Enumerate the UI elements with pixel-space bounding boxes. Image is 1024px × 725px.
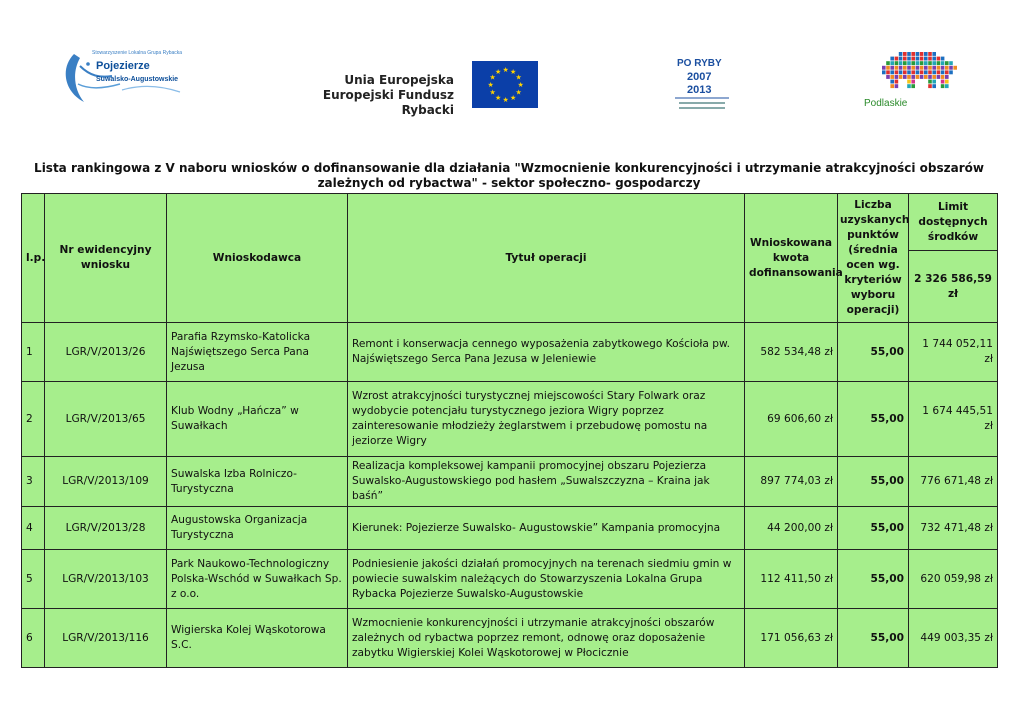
cell-lp: 5 bbox=[22, 550, 45, 609]
cell-wnioskodawca: Suwalska Izba Rolniczo-Turystyczna bbox=[167, 457, 348, 507]
cell-punkty: 55,00 bbox=[838, 550, 909, 609]
bison-pixel bbox=[941, 75, 945, 79]
col-header-nr: Nr ewidencyjny wniosku bbox=[45, 194, 167, 323]
podlaskie-label: Podlaskie bbox=[864, 98, 908, 109]
bison-pixel bbox=[924, 61, 928, 65]
bison-pixel bbox=[932, 52, 936, 56]
bison-pixel bbox=[890, 57, 894, 61]
bison-pixel bbox=[903, 52, 907, 56]
cell-limit: 1 744 052,11 zł bbox=[909, 323, 998, 382]
eu-star-icon: ★ bbox=[487, 81, 494, 89]
bison-pixel bbox=[907, 61, 911, 65]
bison-pixel bbox=[928, 70, 932, 74]
bison-pixel bbox=[911, 75, 915, 79]
bison-pixel bbox=[895, 70, 899, 74]
bison-pixel bbox=[899, 75, 903, 79]
col-header-kwota: Wnioskowana kwota dofinansowania bbox=[745, 194, 838, 323]
bison-pixel bbox=[916, 75, 920, 79]
bison-pixel bbox=[937, 70, 941, 74]
bison-pixel bbox=[907, 57, 911, 61]
bison-pixel bbox=[895, 84, 899, 88]
bison-pixel bbox=[895, 66, 899, 70]
bison-pixel bbox=[911, 70, 915, 74]
eu-star-icon: ★ bbox=[495, 68, 502, 76]
lgr-logo-line2: Pojezierze bbox=[96, 60, 150, 72]
bison-pixel bbox=[886, 75, 890, 79]
cell-limit: 449 003,35 zł bbox=[909, 609, 998, 668]
bison-pixel bbox=[907, 80, 911, 84]
bison-pixel bbox=[899, 57, 903, 61]
poryby-line1: PO RYBY bbox=[677, 58, 722, 69]
bison-pixel bbox=[924, 75, 928, 79]
col-header-lp: l.p. bbox=[22, 194, 45, 323]
eu-star-icon: ★ bbox=[502, 66, 509, 74]
bison-pixel bbox=[920, 66, 924, 70]
bison-pixel bbox=[924, 57, 928, 61]
bison-pixel bbox=[932, 61, 936, 65]
cell-nr: LGR/V/2013/109 bbox=[45, 457, 167, 507]
cell-tytul: Wzrost atrakcyjności turystycznej miejscowości Stary Folwark oraz wydobycie potencjału turystycznego jeziora Wigry poprzez zainteresowanie młodzieży żeglarstwem i przebudowę pomostu na jeziorze Wigry bbox=[348, 382, 745, 457]
bison-pixel bbox=[916, 66, 920, 70]
table-row bbox=[22, 323, 998, 382]
bison-pixel bbox=[916, 52, 920, 56]
logo-header bbox=[0, 0, 1024, 140]
bison-pixel bbox=[928, 61, 932, 65]
cell-lp: 1 bbox=[22, 323, 45, 382]
bison-pixel bbox=[928, 80, 932, 84]
lgr-logo-line1: Stowarzyszenie Lokalna Grupa Rybacka bbox=[92, 50, 183, 56]
bison-pixel bbox=[903, 57, 907, 61]
bison-pixel bbox=[886, 70, 890, 74]
bison-pixel bbox=[899, 61, 903, 65]
bison-pixel bbox=[882, 66, 886, 70]
bison-pixel bbox=[945, 66, 949, 70]
table-header-row bbox=[22, 194, 998, 251]
cell-tytul: Kierunek: Pojezierze Suwalsko- Augustowskie” Kampania promocyjna bbox=[348, 507, 745, 550]
cell-kwota: 44 200,00 zł bbox=[745, 507, 838, 550]
bison-pixel bbox=[890, 80, 894, 84]
table-row bbox=[22, 609, 998, 668]
cell-limit: 1 674 445,51 zł bbox=[909, 382, 998, 457]
bison-pixel bbox=[911, 66, 915, 70]
cell-lp: 3 bbox=[22, 457, 45, 507]
cell-wnioskodawca: Park Naukowo-Technologiczny Polska-Wschód w Suwałkach Sp. z o.o. bbox=[167, 550, 348, 609]
bison-pixel bbox=[907, 84, 911, 88]
cell-nr: LGR/V/2013/65 bbox=[45, 382, 167, 457]
cell-punkty: 55,00 bbox=[838, 382, 909, 457]
cell-tytul: Podniesienie jakości działań promocyjnych na terenach siedmiu gmin w powiecie suwalskim należących do Stowarzyszenia Lokalna Grupa Rybacka Pojezierze Suwalsko-Augustowskie bbox=[348, 550, 745, 609]
bison-pixel bbox=[945, 80, 949, 84]
cell-tytul: Remont i konserwacja cennego wyposażenia zabytkowego Kościoła pw. Najświętszego Serca Pana Jezusa w Jeleniewie bbox=[348, 323, 745, 382]
bison-pixel bbox=[890, 84, 894, 88]
bison-pixel bbox=[928, 66, 932, 70]
bison-pixel bbox=[899, 66, 903, 70]
eu-name: Unia Europejska bbox=[344, 73, 454, 87]
bison-pixel bbox=[920, 75, 924, 79]
cell-nr: LGR/V/2013/28 bbox=[45, 507, 167, 550]
col-header-wnioskodawca: Wnioskodawca bbox=[167, 194, 348, 323]
bison-pixel bbox=[890, 75, 894, 79]
poryby-line2: 2007 bbox=[687, 71, 712, 83]
bison-pixel bbox=[932, 75, 936, 79]
cell-wnioskodawca: Parafia Rzymsko-Katolicka Najświętszego Serca Pana Jezusa bbox=[167, 323, 348, 382]
bison-pixel bbox=[924, 52, 928, 56]
bison-pixel bbox=[899, 52, 903, 56]
bison-pixel bbox=[895, 75, 899, 79]
bison-pixel bbox=[890, 66, 894, 70]
bison-pixel bbox=[920, 61, 924, 65]
bison-pixel bbox=[937, 75, 941, 79]
cell-wnioskodawca: Augustowska Organizacja Turystyczna bbox=[167, 507, 348, 550]
cell-limit: 776 671,48 zł bbox=[909, 457, 998, 507]
eu-star-icon: ★ bbox=[489, 73, 496, 82]
col-header-tytul: Tytuł operacji bbox=[348, 194, 745, 323]
bison-pixel bbox=[928, 75, 932, 79]
bison-pixel bbox=[907, 66, 911, 70]
cell-kwota: 897 774,03 zł bbox=[745, 457, 838, 507]
bison-pixel bbox=[895, 57, 899, 61]
bison-pixel bbox=[907, 75, 911, 79]
podlaskie-bison-logo bbox=[860, 50, 960, 112]
eu-flag-icon bbox=[472, 61, 538, 108]
table-row bbox=[22, 550, 998, 609]
bison-pixel bbox=[920, 70, 924, 74]
bison-pixel bbox=[916, 70, 920, 74]
bison-pixel bbox=[895, 80, 899, 84]
bison-pixel bbox=[932, 84, 936, 88]
bison-pixel bbox=[941, 80, 945, 84]
bison-pixel bbox=[945, 70, 949, 74]
cell-lp: 4 bbox=[22, 507, 45, 550]
bison-pixel bbox=[903, 66, 907, 70]
bison-pixel bbox=[937, 61, 941, 65]
bison-pixel bbox=[953, 66, 957, 70]
bison-pixel bbox=[941, 66, 945, 70]
bison-pixel bbox=[916, 57, 920, 61]
lgr-logo-line3: Suwalsko-Augustowskie bbox=[96, 76, 179, 83]
col-header-punkty: Liczba uzyskanych punktów (średnia ocen wg. kryteriów wyboru operacji) bbox=[838, 194, 909, 323]
bison-pixel bbox=[920, 52, 924, 56]
bison-pixel bbox=[932, 66, 936, 70]
bison-pixel bbox=[949, 66, 953, 70]
eu-star-icon: ★ bbox=[515, 88, 522, 97]
cell-nr: LGR/V/2013/103 bbox=[45, 550, 167, 609]
bison-pixel bbox=[907, 52, 911, 56]
bison-pixel bbox=[928, 57, 932, 61]
page-title: Lista rankingowa z V naboru wniosków o dofinansowanie dla działania "Wzmocnienie konkurencyjności i utrzymanie atrakcyjności obszarów zależnych od rybactwa" - sektor społeczno- gospodarczy bbox=[34, 161, 984, 190]
bison-pixel bbox=[903, 70, 907, 74]
bison-pixel bbox=[920, 57, 924, 61]
lgr-fish-logo bbox=[62, 46, 184, 108]
bison-pixel bbox=[882, 70, 886, 74]
bison-pixel bbox=[932, 80, 936, 84]
poryby-line3: 2013 bbox=[687, 84, 712, 96]
cell-punkty: 55,00 bbox=[838, 457, 909, 507]
eu-star-icon: ★ bbox=[517, 81, 524, 89]
bison-pixel bbox=[941, 84, 945, 88]
bison-pixel bbox=[911, 80, 915, 84]
bison-pixel bbox=[911, 52, 915, 56]
bison-pixel bbox=[945, 84, 949, 88]
bison-pixel bbox=[890, 61, 894, 65]
bison-pixel bbox=[924, 66, 928, 70]
cell-limit: 620 059,98 zł bbox=[909, 550, 998, 609]
limit-total-value: 2 326 586,59 zł bbox=[909, 251, 998, 323]
eu-star-icon: ★ bbox=[489, 88, 496, 97]
bison-pixel bbox=[945, 75, 949, 79]
cell-lp: 6 bbox=[22, 609, 45, 668]
eu-fund-text bbox=[292, 73, 454, 118]
cell-kwota: 171 056,63 zł bbox=[745, 609, 838, 668]
cell-wnioskodawca: Wigierska Kolej Wąskotorowa S.C. bbox=[167, 609, 348, 668]
bison-pixel bbox=[903, 61, 907, 65]
cell-kwota: 69 606,60 zł bbox=[745, 382, 838, 457]
eff-name: Europejski Fundusz Rybacki bbox=[322, 88, 454, 117]
poryby-logo bbox=[673, 52, 731, 116]
bison-pixel bbox=[941, 57, 945, 61]
bison-pixel bbox=[937, 66, 941, 70]
bison-pixel bbox=[949, 70, 953, 74]
cell-nr: LGR/V/2013/26 bbox=[45, 323, 167, 382]
bison-pixel bbox=[911, 57, 915, 61]
ranking-table bbox=[21, 193, 998, 668]
bison-pixel bbox=[928, 84, 932, 88]
eu-star-icon: ★ bbox=[510, 68, 517, 76]
cell-kwota: 112 411,50 zł bbox=[745, 550, 838, 609]
cell-lp: 2 bbox=[22, 382, 45, 457]
bison-pixel bbox=[907, 70, 911, 74]
cell-wnioskodawca: Klub Wodny „Hańcza” w Suwałkach bbox=[167, 382, 348, 457]
bison-pixel bbox=[932, 70, 936, 74]
bison-pixel bbox=[911, 84, 915, 88]
cell-tytul: Realizacja kompleksowej kampanii promocyjnej obszaru Pojezierza Suwalsko-Augustowskiego pod hasłem „Suwalszczyzna – Kraina jak baśń” bbox=[348, 457, 745, 507]
table-row bbox=[22, 457, 998, 507]
col-header-limit: Limit dostępnych środków bbox=[909, 194, 998, 251]
bison-pixel bbox=[937, 57, 941, 61]
bison-pixel bbox=[941, 61, 945, 65]
cell-kwota: 582 534,48 zł bbox=[745, 323, 838, 382]
table-row bbox=[22, 507, 998, 550]
bison-pixel bbox=[911, 61, 915, 65]
table-row bbox=[22, 382, 998, 457]
eu-star-icon: ★ bbox=[510, 94, 517, 102]
bison-pixel bbox=[949, 61, 953, 65]
bison-pixel bbox=[895, 61, 899, 65]
bison-pixel bbox=[886, 61, 890, 65]
bison-pixel bbox=[941, 70, 945, 74]
bison-pixel bbox=[899, 70, 903, 74]
eu-star-icon: ★ bbox=[495, 94, 502, 102]
cell-punkty: 55,00 bbox=[838, 507, 909, 550]
cell-punkty: 55,00 bbox=[838, 609, 909, 668]
bison-pixel bbox=[932, 57, 936, 61]
bison-pixel bbox=[924, 70, 928, 74]
bison-pixel bbox=[890, 70, 894, 74]
bison-pixel bbox=[916, 61, 920, 65]
eu-star-icon: ★ bbox=[502, 96, 509, 104]
cell-tytul: Wzmocnienie konkurencyjności i utrzymanie atrakcyjności obszarów zależnych od rybactwa poprzez remont, odnowę oraz doposażenie zabytku Wigierskiej Kolei Wąskotorowej w Płocicznie bbox=[348, 609, 745, 668]
cell-limit: 732 471,48 zł bbox=[909, 507, 998, 550]
eu-star-icon: ★ bbox=[515, 73, 522, 82]
bison-pixel bbox=[945, 61, 949, 65]
cell-nr: LGR/V/2013/116 bbox=[45, 609, 167, 668]
bison-pixel bbox=[886, 66, 890, 70]
bison-pixel bbox=[928, 52, 932, 56]
bison-pixel bbox=[903, 75, 907, 79]
cell-punkty: 55,00 bbox=[838, 323, 909, 382]
